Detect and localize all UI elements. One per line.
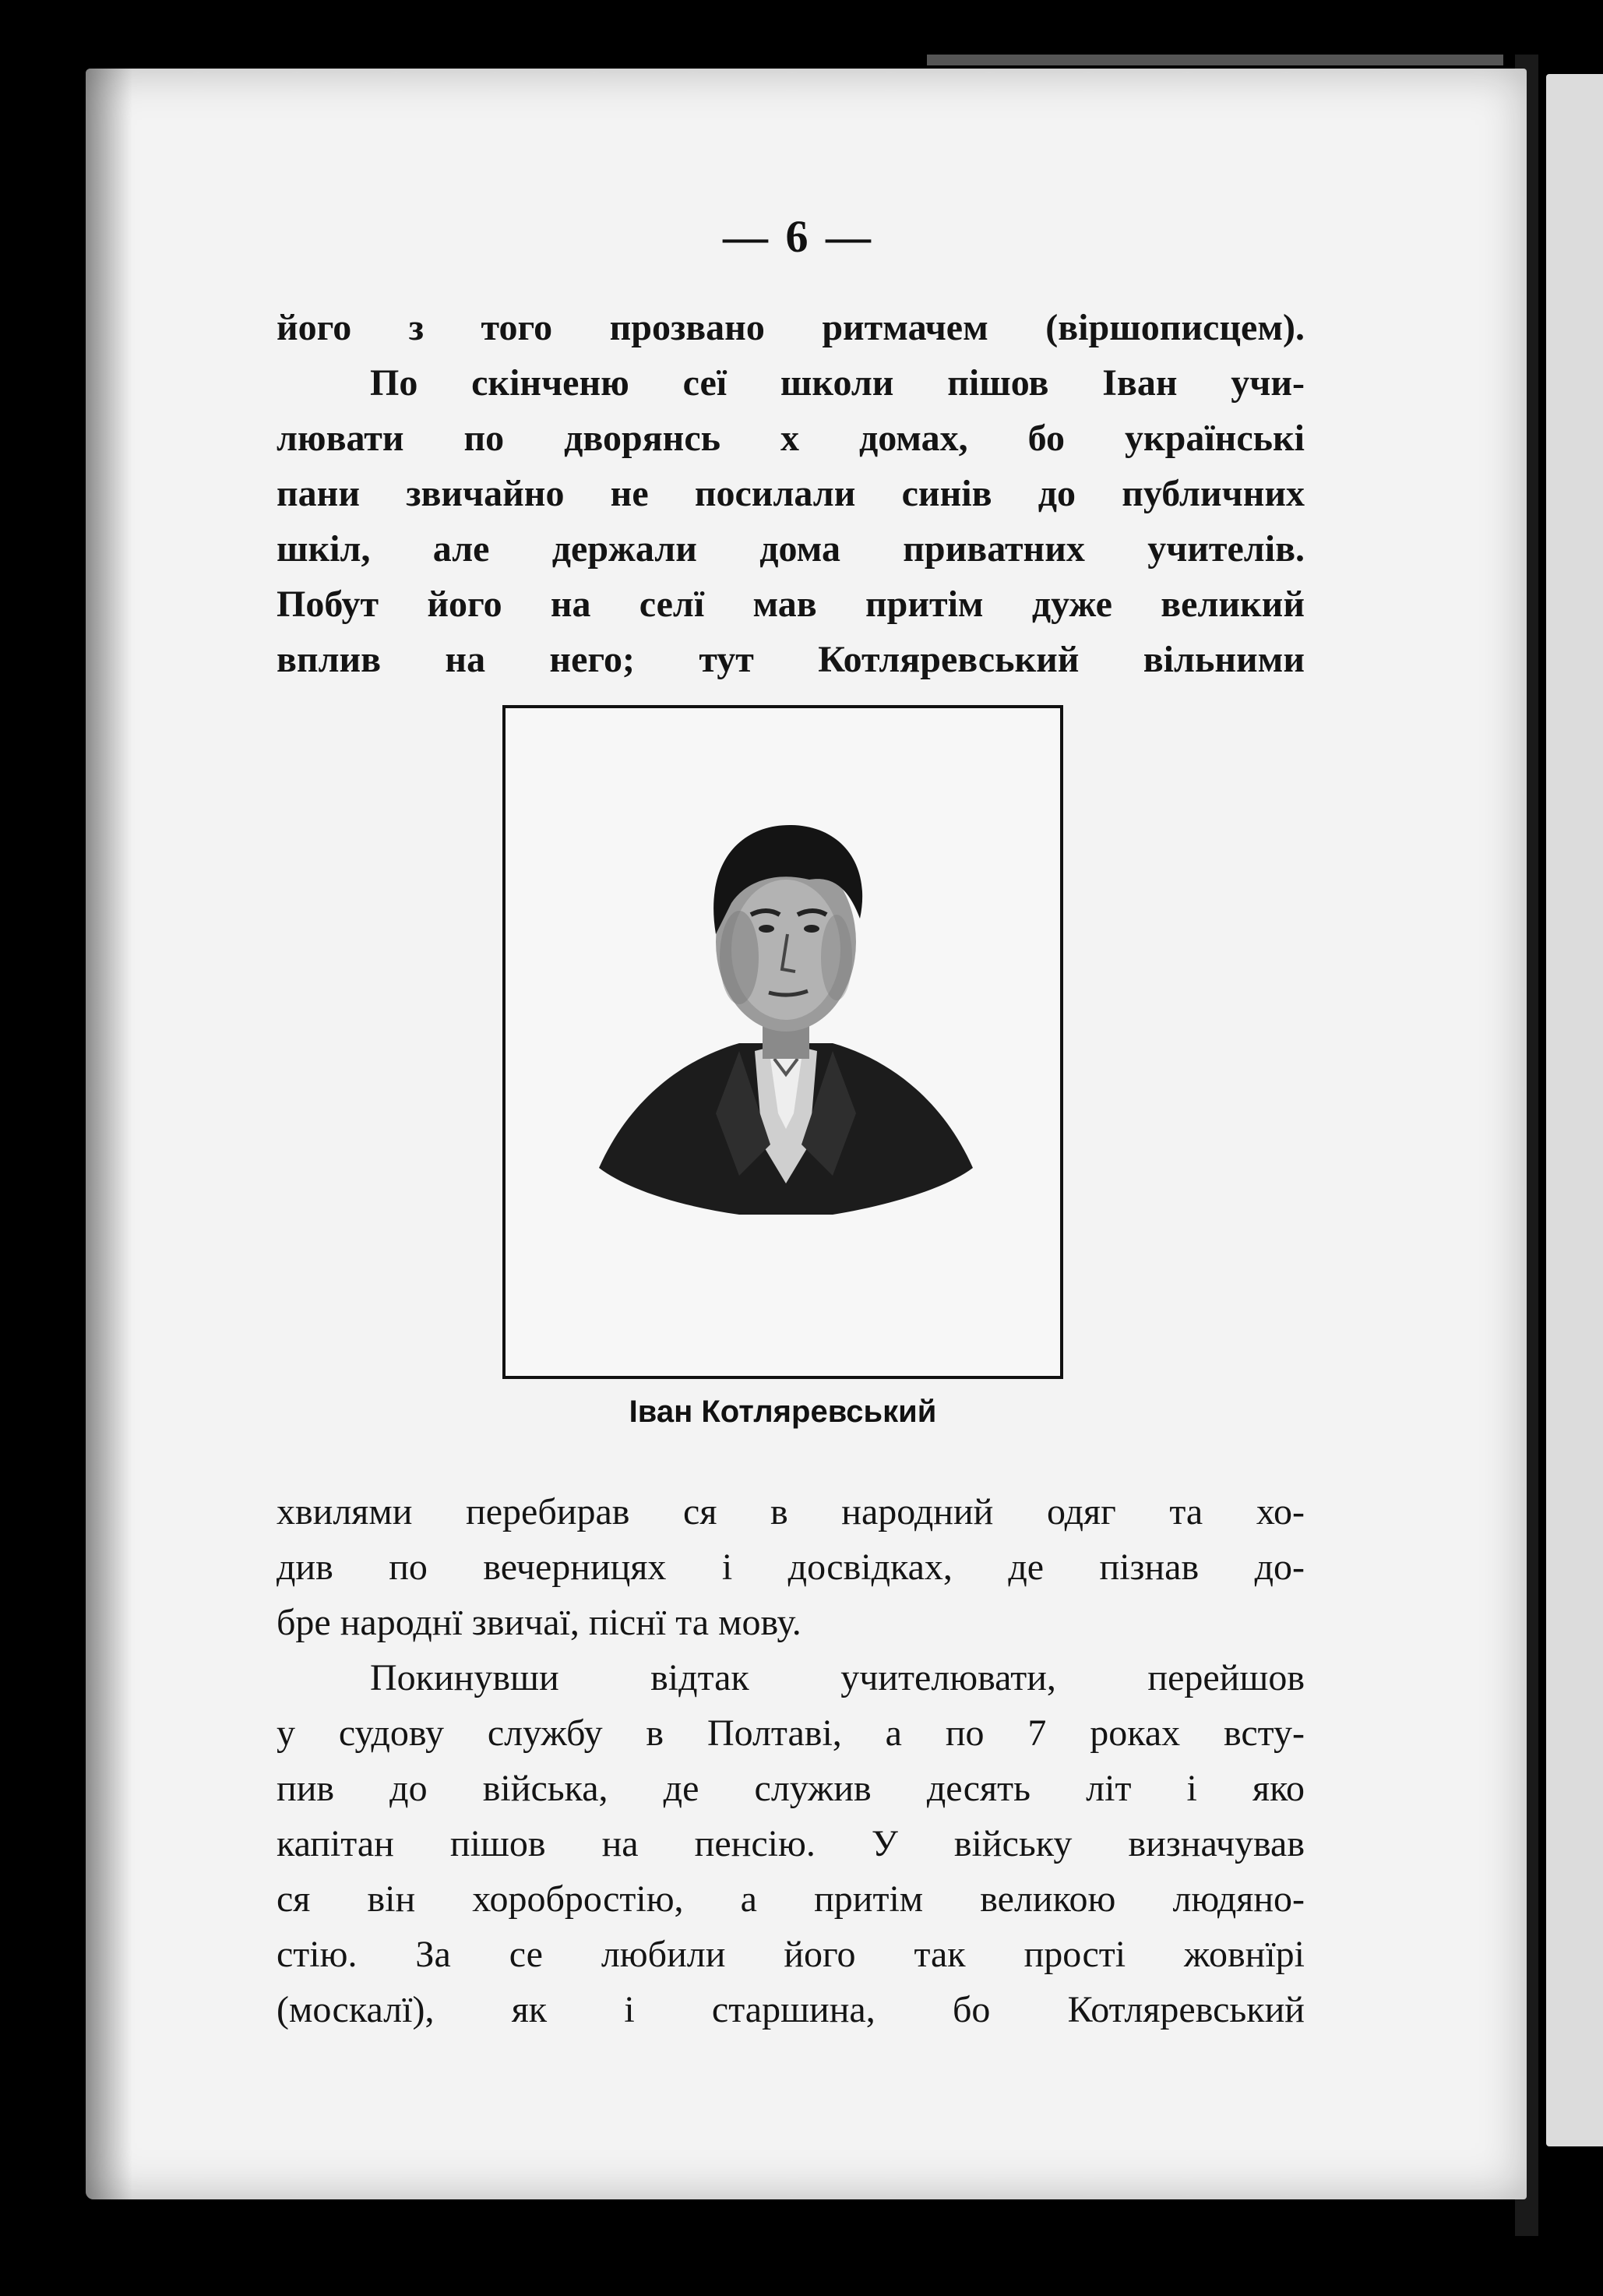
text-line: стію. За се любили його так прості жовнїрі xyxy=(277,1934,1305,1975)
text-line: лювати по дворянсь х домах, бо українські xyxy=(277,418,1305,459)
scan-top-strip xyxy=(927,55,1503,65)
text-line: капітан пішов на пенсію. У війську визначував xyxy=(277,1823,1305,1864)
text-line: Побут його на селї мав притім дуже великий xyxy=(277,584,1305,625)
paragraph-top xyxy=(277,300,1305,687)
text-line: у судову службу в Полтаві, а по 7 роках всту- xyxy=(277,1712,1305,1754)
page-number: — 6 — xyxy=(723,211,874,262)
text-line: вплив на него; тут Котляревський вільними xyxy=(277,639,1305,680)
text-line: ся він хоробростію, а притім великою людяно- xyxy=(277,1878,1305,1920)
text-line: пани звичайно не посилали синів до публичних xyxy=(277,473,1305,514)
portrait-caption: Іван Котляревський xyxy=(629,1395,937,1429)
next-page-edge xyxy=(1546,74,1603,2146)
text-line: його з того прозвано ритмачем (віршописцем). xyxy=(277,307,1305,348)
text-line: див по вечерницях і досвідках, де пізнав до- xyxy=(277,1547,1305,1588)
text-line: По скінченю сеї школи пішов Іван учи- xyxy=(370,362,1305,404)
text-line: шкіл, але держали дома приватних учителів. xyxy=(277,528,1305,570)
text-line: пив до війська, де служив десять літ і яко xyxy=(277,1768,1305,1809)
text-line: хвилями перебирав ся в народний одяг та хо- xyxy=(277,1491,1305,1532)
text-line: Покинувши відтак учителювати, перейшов xyxy=(370,1657,1305,1698)
portrait-image xyxy=(506,708,1060,1376)
text-line: бре народнї звичаї, піснї та мову. xyxy=(277,1602,802,1643)
paragraph-bottom xyxy=(277,1484,1305,2037)
portrait-frame xyxy=(502,705,1063,1379)
text-line: (москалї), як і старшина, бо Котляревський xyxy=(277,1989,1305,2030)
